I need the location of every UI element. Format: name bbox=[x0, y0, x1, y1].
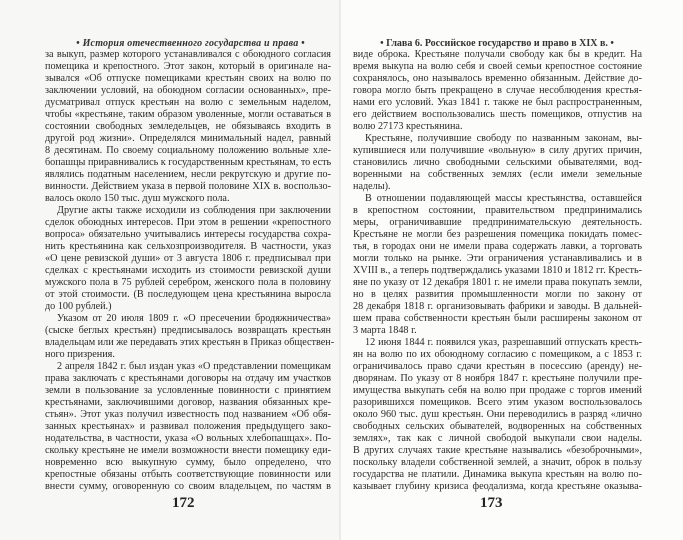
text-line: ного призрения. bbox=[45, 349, 115, 360]
text-line: казывает глубину кризиса феодализма, когда крестьяне оказыва- bbox=[353, 481, 642, 492]
text-line: становились лично свободными сельскими обывателями, вод- bbox=[353, 157, 642, 168]
text-line: его действием воспользовались шесть помещиков, отпустив на bbox=[353, 109, 642, 120]
text-line: В других случаях такие крестьяне назывались «безоброчными», bbox=[353, 445, 642, 456]
text-line: меры, ограничивавшие предпринимательскую деятельность. bbox=[353, 217, 642, 228]
text-line: сделках с крестьянами исходить из стоимости ревизской души bbox=[45, 265, 331, 276]
text-line: в крепостном состоянии, правительством предпринимались bbox=[353, 205, 642, 216]
text-line: говора могло быть прекращено в случае несоблюдения крестья- bbox=[353, 85, 642, 96]
text-line: но в целях развития промышленности могли по закону от bbox=[353, 289, 642, 300]
text-line: 2 апреля 1842 г. был издан указ «О представлении помещикам bbox=[57, 361, 331, 372]
text-line: стьян». Этот указ получил известность под названием «Об обя- bbox=[45, 409, 331, 420]
text-line: землях», так как с личной свободой выкупали свои наделы. bbox=[353, 433, 642, 444]
right-page bbox=[341, 0, 683, 540]
text-line: нами его условий. Указ 1841 г. также не был распространенным, bbox=[353, 97, 642, 108]
text-line: нить крестьянина как сельхозпроизводителя. В частности, указ bbox=[45, 241, 331, 252]
text-line: зывался «Об отпуске помещиками крестьян своих на волю по bbox=[45, 73, 331, 84]
text-line: состоянии свободных земледельцев, не обязываясь входить в bbox=[45, 121, 331, 132]
text-line: поскольку владели собственной землей, а значит, оброк в пользу bbox=[353, 457, 642, 468]
text-line: Указом от 20 июля 1809 г. «О пресечении бродяжничества» bbox=[57, 313, 331, 324]
text-line: крепостные обязаны отбыть соответствующие повинности или bbox=[45, 469, 331, 480]
text-line: 28 декабря 1818 г. организовывать фабрики и заводы. В дальней- bbox=[353, 301, 642, 312]
text-line: являлись податным населением, несли рекрутскую и другие по- bbox=[45, 169, 331, 180]
page-number: 172 bbox=[172, 495, 195, 511]
text-line: помещика и крепостного. Этот закон, который в оригинале на- bbox=[45, 61, 331, 72]
text-line: ограничивалось право сдачи крестьян в посессию (аренду) не- bbox=[353, 361, 642, 372]
text-line: от этой стоимости. (В последующем цена крестьянина выросла bbox=[45, 289, 331, 300]
text-line: тья, в городах они не имели права содержать лавки, а торговать bbox=[353, 241, 642, 252]
text-line: земли в пользование за условленные повинности с принятием bbox=[45, 385, 331, 396]
text-line: скольку крестьяне не имели возможности внести помещику еди- bbox=[45, 445, 331, 456]
text-line: воренными на собственных землях (если имели земельные bbox=[353, 169, 642, 180]
text-line: разорившихся помещиков. Всего этим указом воспользовалось bbox=[353, 397, 642, 408]
text-line: крестьянами, заключившими договор, названия обязанных кре- bbox=[45, 397, 331, 408]
text-line: 8 десятинам. По своему социальному положению вольные хле- bbox=[45, 145, 331, 156]
text-line: вопроса» обязательно учитывались интересы государства сохра- bbox=[45, 229, 331, 240]
text-line: «О цене ревизской души» от 3 августа 1806 г. предписывал при bbox=[45, 253, 331, 264]
text-line: чтобы «крестьяне, таким образом уволенные, могли оставаться в bbox=[45, 109, 331, 120]
text-line: XVIII в., а теперь подтверждались указами 1810 и 1812 гг. Кресть- bbox=[353, 265, 642, 276]
text-line: имущества выкупать себя на волю при продаже с торгов имений bbox=[353, 385, 642, 396]
text-line: бопашцы приравнивались к государственным крестьянам, то есть bbox=[45, 157, 332, 168]
text-line: владельцам или же передавать этих крестьян в Приказ обществен- bbox=[45, 337, 335, 348]
text-line: Другие акты также исходили из соблюдения при заключении bbox=[57, 205, 331, 216]
text-line: В отношении подавляющей массы крестьянства, оставшейся bbox=[365, 193, 642, 204]
text-line: время выкупа на волю себя и своей семьи крепостное состояние bbox=[353, 61, 642, 72]
text-line: винности. Действием указа в первой половине XIX в. воспользо- bbox=[45, 181, 331, 192]
text-line: занных крестьянах» и развивал положения предыдущего зако- bbox=[45, 421, 331, 432]
running-header: • История отечественного государства и права • bbox=[76, 38, 305, 49]
text-line: шем права собственности крестьян были расширены законом от bbox=[353, 313, 642, 324]
text-line: права заключать с крестьянами договоры на отдачу им участков bbox=[45, 373, 331, 384]
text-line: около 960 тыс. душ крестьян. Они переводились в разряд «лично bbox=[353, 409, 642, 420]
text-line: за выкуп, размер которого устанавливался с обоюдного согласия bbox=[45, 49, 331, 60]
text-line: нодательства, в частности, указа «О вольных хлебопашцах». По- bbox=[45, 433, 331, 444]
text-line: сделок обоюдных интересов. При этом в решении «крепостного bbox=[45, 217, 331, 228]
page-body-text bbox=[45, 49, 335, 493]
text-line: дусматривал отпуск крестьян на волю с земельным наделом, bbox=[45, 97, 331, 108]
text-line: 12 июня 1844 г. появился указ, разрешавший отпускать кресть- bbox=[365, 337, 642, 348]
text-line: мужского пола в 75 рублей серебром, женского пола в половину bbox=[45, 277, 331, 288]
text-line: могли только на рынке. Эти ограничения устанавливались и в bbox=[353, 253, 642, 264]
text-line: внести сумму, оговоренную со своим владельцем, по частям в bbox=[45, 481, 331, 492]
running-header: • Глава 6. Российское государство и право в XIX в. • bbox=[380, 38, 614, 49]
text-line: другой род жизни». Определялся минимальный надел, равный bbox=[45, 133, 331, 144]
text-line: ян на волю по их обоюдному согласию с помещиком, а с 1853 г. bbox=[353, 349, 642, 360]
text-line: (сыске беглых крестьян) предписывалось возвращать крестьян bbox=[45, 325, 331, 336]
text-line: до 100 рублей.) bbox=[45, 301, 112, 312]
text-line: свободных сельских обывателей, водворенных на собственных bbox=[353, 421, 642, 432]
text-line: наделы). bbox=[353, 181, 391, 192]
text-line: яне по указу от 12 декабря 1801 г. не имели права покупать земли, bbox=[353, 277, 642, 288]
text-line: Крестьяне не могли без разрешения помещика покидать помес- bbox=[353, 229, 642, 240]
text-line: Крестьяне, получившие свободу по названным законам, вы- bbox=[365, 133, 642, 144]
text-line: дворянам. По указу от 8 ноября 1847 г. крестьяне получили пре- bbox=[353, 373, 642, 384]
text-line: 3 марта 1848 г. bbox=[353, 325, 417, 336]
text-line: сохранялось, оно называлось временно обязанным. Действие до- bbox=[353, 73, 642, 84]
left-page bbox=[0, 0, 341, 540]
text-line: валось около 150 тыс. душ мужского пола. bbox=[45, 193, 230, 204]
text-line: новременно всю выкупную сумму, было определено, что bbox=[45, 457, 331, 468]
page-number: 173 bbox=[480, 495, 503, 511]
text-line: волю 27173 крестьянина. bbox=[353, 121, 463, 132]
page-body-text bbox=[353, 49, 642, 493]
text-line: заключении условий, на обоюдном согласии основанных», пре- bbox=[45, 85, 331, 96]
text-line: государства не платили. Динамика выкупа крестьян на волю по- bbox=[353, 469, 642, 480]
text-line: виде оброка. Крестьяне получали свободу как бы в кредит. На bbox=[353, 49, 642, 60]
text-line: купившиеся или получившие «вольную» в силу других причин, bbox=[353, 145, 642, 156]
